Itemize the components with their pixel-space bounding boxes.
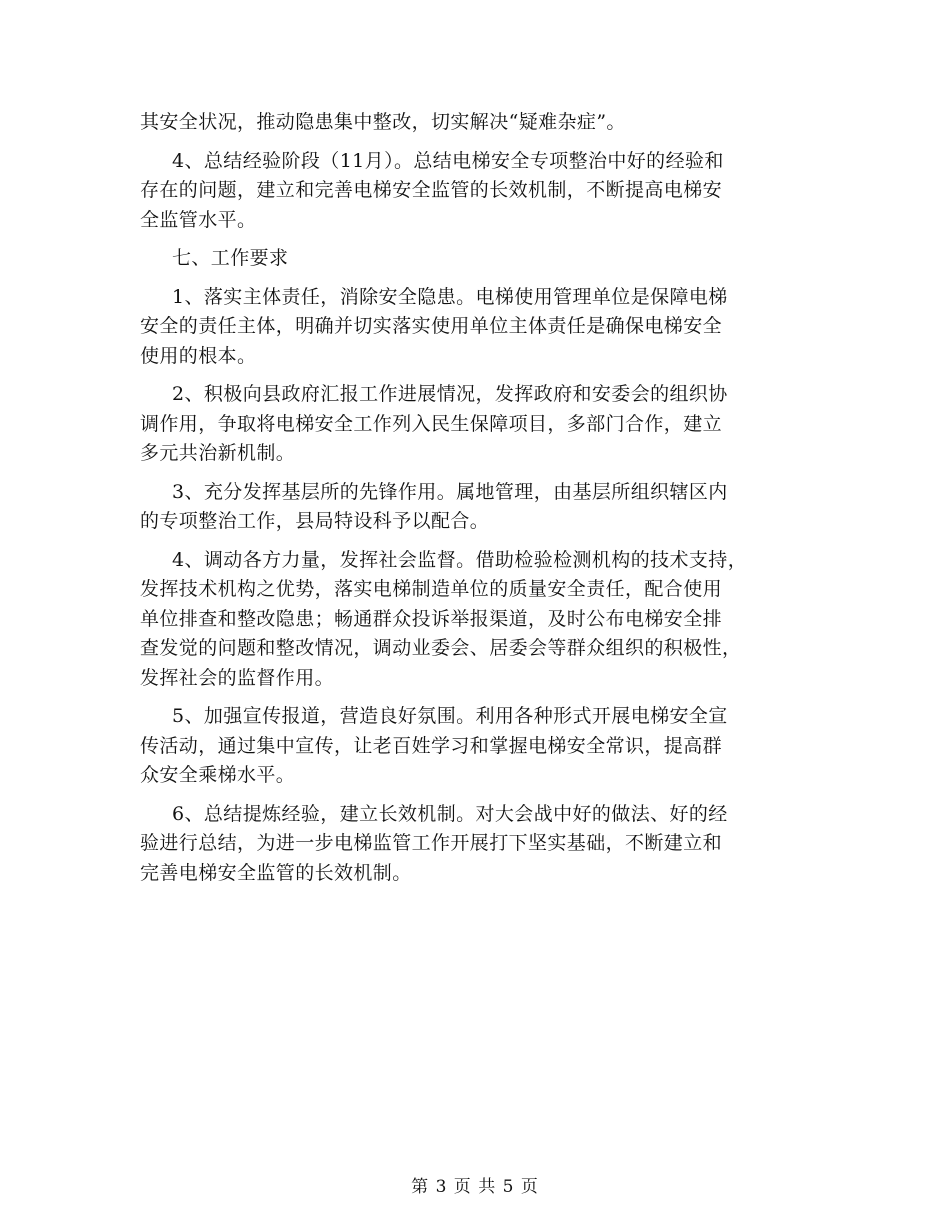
paragraph [140, 380, 820, 469]
text-line: 验进行总结，为进一步电梯监管工作开展打下坚实基础，不断建立和 [140, 832, 723, 854]
paragraph [140, 147, 820, 236]
text-line: 调作用，争取将电梯安全工作列入民生保障项目，多部门合作，建立 [140, 412, 723, 435]
text-line: 使用的根本。 [140, 344, 257, 367]
text-line: 1、落实主体责任，消除安全隐患。电梯使用管理单位是保障电梯 [172, 285, 728, 308]
text-line: 单位排查和整改隐患；畅通群众投诉举报渠道，及时公布电梯安全排 [140, 607, 723, 630]
text-line: 传活动，通过集中宣传，让老百姓学习和掌握电梯安全常识，提高群 [140, 734, 723, 757]
text-line: 七、工作要求 [172, 247, 289, 269]
paragraph [140, 546, 820, 694]
text-line: 查发觉的问题和整改情况，调动业委会、居委会等群众组织的积极性， [140, 637, 742, 659]
paragraph [140, 702, 820, 791]
paragraph [140, 800, 820, 889]
text-line: 6、总结提炼经验，建立长效机制。对大会战中好的做法、好的经 [172, 802, 728, 825]
page-footer: 第 3 页 共 5 页 [411, 1177, 539, 1197]
text-line: 其安全状况，推动隐患集中整改，切实解决“疑难杂症”。 [140, 111, 626, 133]
text-line: 4、调动各方力量，发挥社会监督。借助检验检测机构的技术支持， [172, 548, 748, 571]
text-line: 2、积极向县政府汇报工作进展情况，发挥政府和安委会的组织协 [172, 383, 728, 405]
text-line: 发挥技术机构之优势，落实电梯制造单位的质量安全责任，配合使用 [140, 578, 723, 600]
text-line: 5、加强宣传报道，营造良好氛围。利用各种形式开展电梯安全宣 [172, 705, 728, 727]
text-line: 4、总结经验阶段（11月）。总结电梯安全专项整治中好的经验和 [172, 149, 724, 172]
document-body [140, 108, 820, 897]
text-line: 多元共治新机制。 [140, 442, 296, 464]
text-line: 安全的责任主体，明确并切实落实使用单位主体责任是确保电梯安全 [140, 315, 723, 337]
paragraph [140, 478, 820, 537]
paragraph [140, 108, 820, 138]
text-line: 存在的问题，建立和完善电梯安全监管的长效机制，不断提高电梯安 [140, 179, 723, 201]
text-line: 众安全乘梯水平。 [140, 764, 296, 786]
text-line: 完善电梯安全监管的长效机制。 [140, 861, 412, 884]
paragraph [140, 244, 820, 274]
text-line: 3、充分发挥基层所的先锋作用。属地管理，由基层所组织辖区内 [172, 480, 728, 503]
text-line: 全监管水平。 [140, 208, 257, 231]
text-line: 发挥社会的监督作用。 [140, 666, 335, 689]
paragraph [140, 283, 820, 372]
text-line: 的专项整治工作，县局特设科予以配合。 [140, 510, 490, 532]
